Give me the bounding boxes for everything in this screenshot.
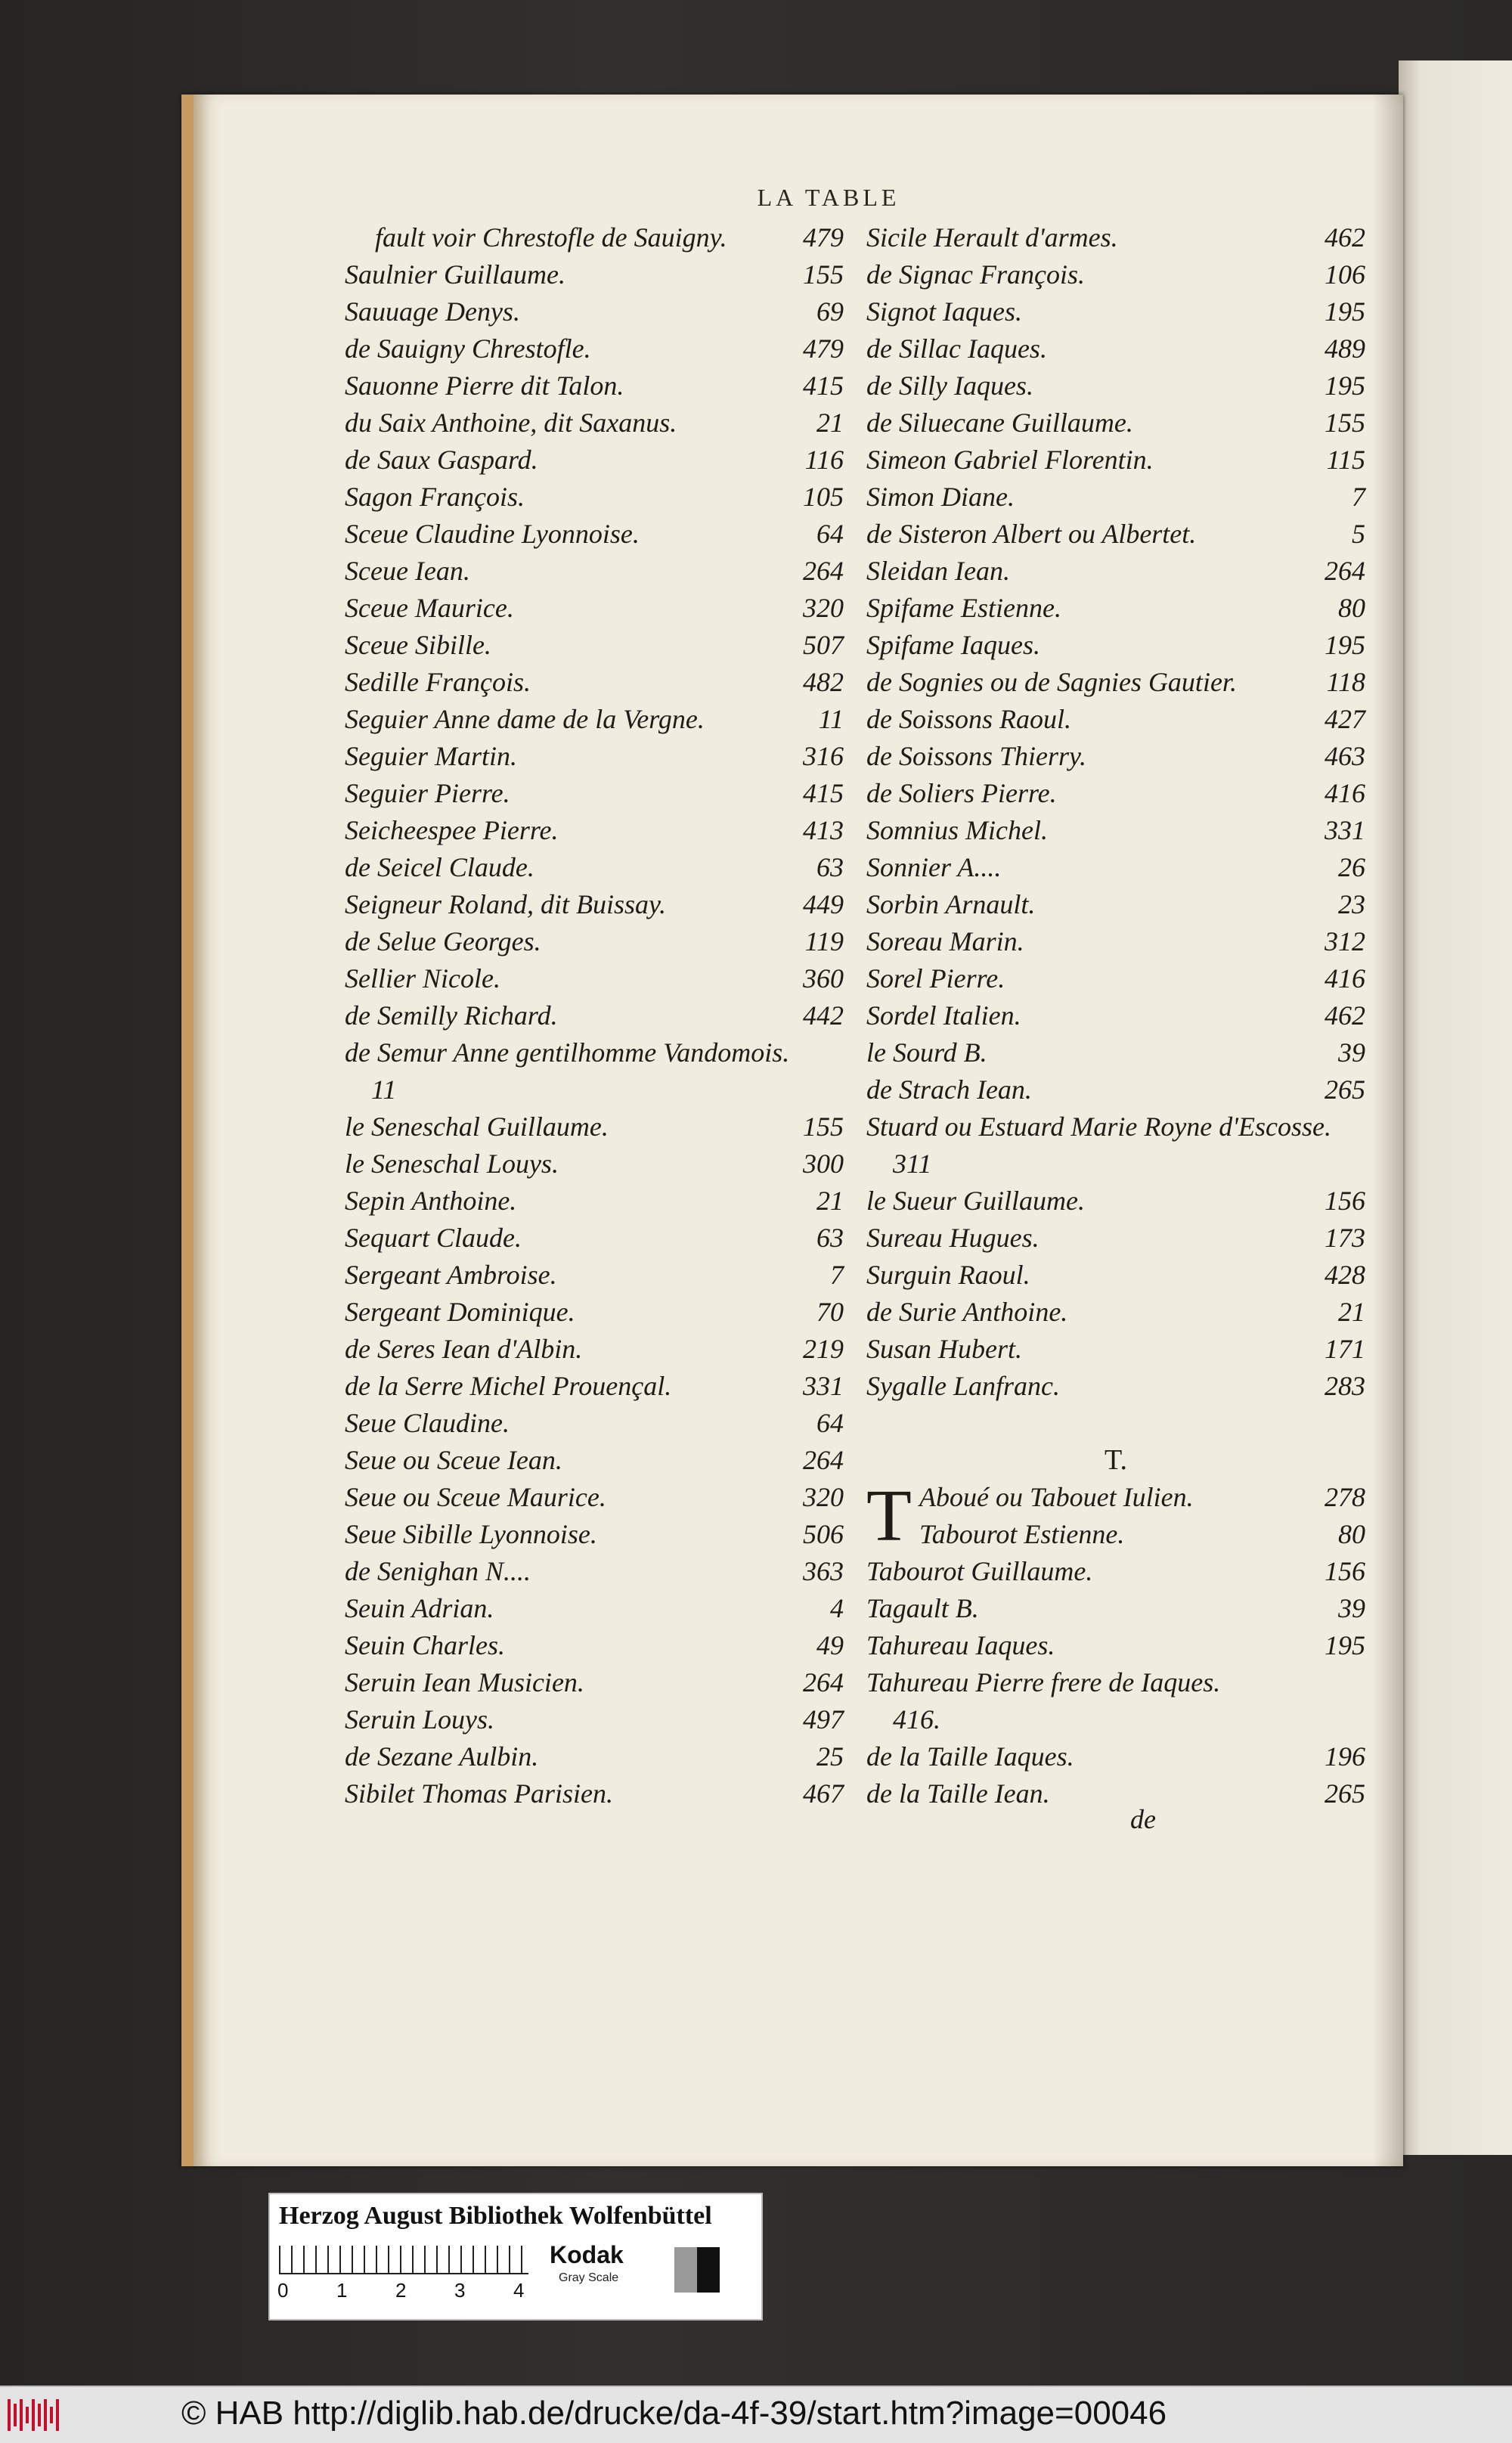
library-name: Herzog August Bibliothek Wolfenbüttel [279,2202,712,2230]
entry-page-number: 320 [803,593,844,623]
entry-page-number: 300 [803,1149,844,1179]
entry-page-number: 23 [1338,889,1365,919]
entry-name: de Semur Anne gentilhomme Vandomois. [345,1037,790,1068]
entry-page-number: 360 [803,963,844,994]
catchword: de [1130,1804,1156,1834]
entry-name: Stuard ou Estuard Marie Royne d'Escosse. [866,1111,1331,1142]
entry-name: du Saix Anthoine, dit Saxanus. [345,408,677,438]
drop-capital: T [866,1475,912,1557]
entry-page-number: 7 [830,1260,844,1290]
entry-name: Seicheespee Pierre. [345,815,559,845]
index-entry [866,886,1512,923]
entry-page-number: 195 [1325,1630,1365,1660]
entry-name: Tahureau Iaques. [866,1630,1055,1660]
index-entry [866,1590,1512,1627]
index-entry [866,1627,1512,1664]
right-index-column [866,219,1512,1812]
entry-name: Sellier Nicole. [345,963,500,994]
hab-logo-icon [6,2396,62,2434]
entry-page-number: 156 [1325,1556,1365,1586]
entry-name: Sureau Hugues. [866,1223,1040,1253]
entry-name: de Seres Iean d'Albin. [345,1334,583,1364]
entry-page-number: 25 [816,1741,844,1772]
entry-page-number: 415 [803,778,844,808]
footer-bar [0,2386,1512,2443]
entry-name: de Seicel Claude. [345,852,534,882]
entry-page-number: 264 [1325,556,1365,586]
index-entry [866,923,1512,960]
index-entry [866,849,1512,886]
kodak-brand: Kodak [550,2241,624,2268]
entry-page-number: 116 [804,445,844,475]
entry-name: fault voir Chrestofle de Sauigny. [375,222,727,253]
index-entry [866,479,1512,516]
entry-name: Sordel Italien. [866,1000,1021,1031]
index-entry [866,960,1512,997]
scale-number: 1 [336,2279,348,2302]
entry-name: Sygalle Lanfranc. [866,1371,1060,1401]
entry-page-number: 428 [1325,1260,1365,1290]
entry-name: 311 [893,1149,932,1179]
entry-page-number: 69 [816,296,844,327]
section-letter-heading: T. [1105,1444,1127,1476]
entry-name: Aboué ou Tabouet Iulien. [919,1482,1194,1512]
entry-page-number: 49 [816,1630,844,1660]
entry-page-number: 11 [818,704,844,734]
entry-name: de Saux Gaspard. [345,445,538,475]
entry-name: Seue Claudine. [345,1408,510,1438]
entry-page-number: 507 [803,630,844,660]
index-entry [866,1146,1512,1183]
entry-page-number: 462 [1325,222,1365,253]
entry-page-number: 39 [1338,1037,1365,1068]
entry-name: Sibilet Thomas Parisien. [345,1778,614,1809]
index-entry [866,1220,1512,1257]
entry-name: Sedille François. [345,667,531,697]
entry-name: de Semilly Richard. [345,1000,558,1031]
entry-name: Seruin Iean Musicien. [345,1667,584,1697]
entry-name: de Soliers Pierre. [866,778,1057,808]
entry-page-number: 106 [1325,259,1365,290]
entry-name: Surguin Raoul. [866,1260,1030,1290]
entry-page-number: 21 [816,1186,844,1216]
running-head: LA TABLE [757,184,900,211]
entry-page-number: 219 [803,1334,844,1364]
entry-page-number: 312 [1325,926,1365,956]
index-entry [866,256,1512,293]
entry-page-number: 156 [1325,1186,1365,1216]
index-entry [866,812,1512,849]
index-entry [866,405,1512,442]
entry-name: Sceue Claudine Lyonnoise. [345,519,640,549]
entry-page-number: 80 [1338,593,1365,623]
entry-name: Simeon Gabriel Florentin. [866,445,1154,475]
index-entry [866,775,1512,812]
entry-name: Somnius Michel. [866,815,1048,845]
entry-name: de la Taille Iaques. [866,1741,1074,1772]
entry-name: Sicile Herault d'armes. [866,222,1118,253]
entry-page-number: 320 [803,1482,844,1512]
entry-page-number: 4 [830,1593,844,1623]
index-entry [866,1183,1512,1220]
entry-page-number: 155 [803,1111,844,1142]
entry-page-number: 278 [1325,1482,1365,1512]
entry-page-number: 482 [803,667,844,697]
entry-name: Tabourot Guillaume. [866,1556,1093,1586]
index-entry [866,1701,1512,1738]
entry-name: Signot Iaques. [866,296,1022,327]
entry-page-number: 479 [803,222,844,253]
entry-page-number: 26 [1338,852,1365,882]
index-entry [866,701,1512,738]
index-entry [866,1294,1512,1331]
entry-page-number: 416 [1325,778,1365,808]
entry-name: Sauuage Denys. [345,296,520,327]
entry-page-number: 427 [1325,704,1365,734]
entry-name: Tahureau Pierre frere de Iaques. [866,1667,1221,1697]
index-entry [866,997,1512,1034]
index-entry [866,738,1512,775]
entry-page-number: 63 [816,1223,844,1253]
entry-page-number: 118 [1326,667,1365,697]
entry-name: Sorel Pierre. [866,963,1005,994]
entry-page-number: 449 [803,889,844,919]
entry-name: de Signac François. [866,259,1085,290]
entry-name: Sagon François. [345,482,525,512]
scale-number: 4 [513,2279,525,2302]
entry-page-number: 119 [804,926,844,956]
index-entry [866,1553,1512,1590]
entry-name: Seue Sibille Lyonnoise. [345,1519,597,1549]
entry-name: de Selue Georges. [345,926,541,956]
entry-name: le Seneschal Louys. [345,1149,559,1179]
index-entry [866,1331,1512,1368]
entry-name: Spifame Iaques. [866,630,1040,660]
black-patch [697,2247,720,2293]
entry-name: Susan Hubert. [866,1334,1022,1364]
entry-name: Seue ou Sceue Maurice. [345,1482,606,1512]
entry-page-number: 413 [803,815,844,845]
entry-name: Sergeant Dominique. [345,1297,575,1327]
entry-name: 11 [371,1074,397,1105]
entry-page-number: 171 [1325,1334,1365,1364]
entry-name: de Sezane Aulbin. [345,1741,539,1772]
entry-name: de Siluecane Guillaume. [866,408,1133,438]
index-entry [866,627,1512,664]
index-entry [866,1108,1512,1146]
index-entry [866,1405,1512,1442]
entry-name: Simon Diane. [866,482,1015,512]
book-page [181,95,1403,2166]
entry-page-number: 195 [1325,370,1365,401]
entry-page-number: 70 [816,1297,844,1327]
entry-name: Sepin Anthoine. [345,1186,517,1216]
scale-number: 3 [454,2279,466,2302]
entry-page-number: 264 [803,1667,844,1697]
entry-name: Seguier Martin. [345,741,517,771]
entry-page-number: 115 [1326,445,1365,475]
entry-name: Sequart Claude. [345,1223,522,1253]
entry-page-number: 416 [1325,963,1365,994]
entry-page-number: 21 [816,408,844,438]
entry-page-number: 155 [803,259,844,290]
entry-name: Saulnier Guillaume. [345,259,565,290]
index-entry [866,1034,1512,1071]
entry-page-number: 173 [1325,1223,1365,1253]
entry-name: de Soissons Thierry. [866,741,1087,771]
entry-page-number: 283 [1325,1371,1365,1401]
index-entry [866,590,1512,627]
entry-page-number: 80 [1338,1519,1365,1549]
entry-page-number: 264 [803,1445,844,1475]
index-entry [866,330,1512,367]
entry-name: Seigneur Roland, dit Buissay. [345,889,666,919]
gray-patch [674,2247,697,2293]
entry-name: Seguier Anne dame de la Vergne. [345,704,705,734]
entry-name: 416. [893,1704,940,1735]
scale-number: 0 [277,2279,289,2302]
entry-name: Sceue Maurice. [345,593,514,623]
entry-name: Sorbin Arnault. [866,889,1036,919]
entry-page-number: 462 [1325,1000,1365,1031]
entry-name: Seguier Pierre. [345,778,510,808]
entry-page-number: 331 [803,1371,844,1401]
entry-name: Sauonne Pierre dit Talon. [345,370,624,401]
entry-page-number: 497 [803,1704,844,1735]
entry-page-number: 105 [803,482,844,512]
entry-name: Sleidan Iean. [866,556,1010,586]
entry-name: le Seneschal Guillaume. [345,1111,609,1142]
entry-name: le Sourd B. [866,1037,987,1068]
entry-name: Tabourot Estienne. [919,1519,1125,1549]
entry-name: de Senighan N.... [345,1556,531,1586]
entry-name: de Strach Iean. [866,1074,1032,1105]
entry-name: Sceue Iean. [345,556,470,586]
entry-name: de Surie Anthoine. [866,1297,1068,1327]
entry-name: de Soissons Raoul. [866,704,1072,734]
index-entry [866,1664,1512,1701]
entry-name: Sergeant Ambroise. [345,1260,557,1290]
entry-page-number: 463 [1325,741,1365,771]
entry-page-number: 39 [1338,1593,1365,1623]
entry-name: de Sauigny Chrestofle. [345,333,591,364]
entry-name: de Silly Iaques. [866,370,1033,401]
entry-page-number: 442 [803,1000,844,1031]
gray-scale-label: Gray Scale [559,2271,619,2284]
entry-page-number: 265 [1325,1778,1365,1809]
entry-page-number: 64 [816,1408,844,1438]
entry-name: Seuin Adrian. [345,1593,494,1623]
entry-page-number: 7 [1352,482,1365,512]
index-entry [866,293,1512,330]
entry-page-number: 415 [803,370,844,401]
entry-name: Soreau Marin. [866,926,1024,956]
entry-page-number: 363 [803,1556,844,1586]
entry-name: Seuin Charles. [345,1630,505,1660]
entry-page-number: 63 [816,852,844,882]
entry-name: Seruin Louys. [345,1704,494,1735]
index-entry [866,1368,1512,1405]
entry-name: Tagault B. [866,1593,979,1623]
entry-page-number: 196 [1325,1741,1365,1772]
entry-page-number: 265 [1325,1074,1365,1105]
entry-name: de la Serre Michel Prouençal. [345,1371,672,1401]
index-entry [866,516,1512,553]
entry-page-number: 479 [803,333,844,364]
entry-page-number: 195 [1325,296,1365,327]
entry-name: Spifame Estienne. [866,593,1061,623]
entry-page-number: 331 [1325,815,1365,845]
index-entry [866,219,1512,256]
index-entry [866,1738,1512,1775]
entry-page-number: 264 [803,556,844,586]
entry-page-number: 506 [803,1519,844,1549]
entry-name: de Sisteron Albert ou Albertet. [866,519,1197,549]
index-entry [866,1257,1512,1294]
entry-name: de Sillac Iaques. [866,333,1047,364]
entry-name: le Sueur Guillaume. [866,1186,1085,1216]
entry-page-number: 64 [816,519,844,549]
entry-name: Sceue Sibille. [345,630,491,660]
entry-page-number: 316 [803,741,844,771]
index-entry [866,1516,1512,1553]
entry-name: de Sognies ou de Sagnies Gautier. [866,667,1237,697]
entry-page-number: 467 [803,1778,844,1809]
scale-number: 2 [395,2279,407,2302]
entry-page-number: 489 [1325,333,1365,364]
entry-page-number: 21 [1338,1297,1365,1327]
index-entry [866,367,1512,405]
entry-page-number: 155 [1325,408,1365,438]
entry-name: Seue ou Sceue Iean. [345,1445,562,1475]
index-entry [866,1775,1512,1812]
entry-name: Sonnier A.... [866,852,1002,882]
scale-ruler [279,2246,528,2274]
copyright-link[interactable]: © HAB http://diglib.hab.de/drucke/da-4f-39/start.htm?image=00046 [181,2395,1167,2432]
entry-page-number: 195 [1325,630,1365,660]
index-entry [866,664,1512,701]
index-entry [866,1071,1512,1108]
index-entry [866,442,1512,479]
index-entry [866,553,1512,590]
color-target-card [268,2193,763,2321]
entry-page-number: 5 [1352,519,1365,549]
entry-name: de la Taille Iean. [866,1778,1050,1809]
